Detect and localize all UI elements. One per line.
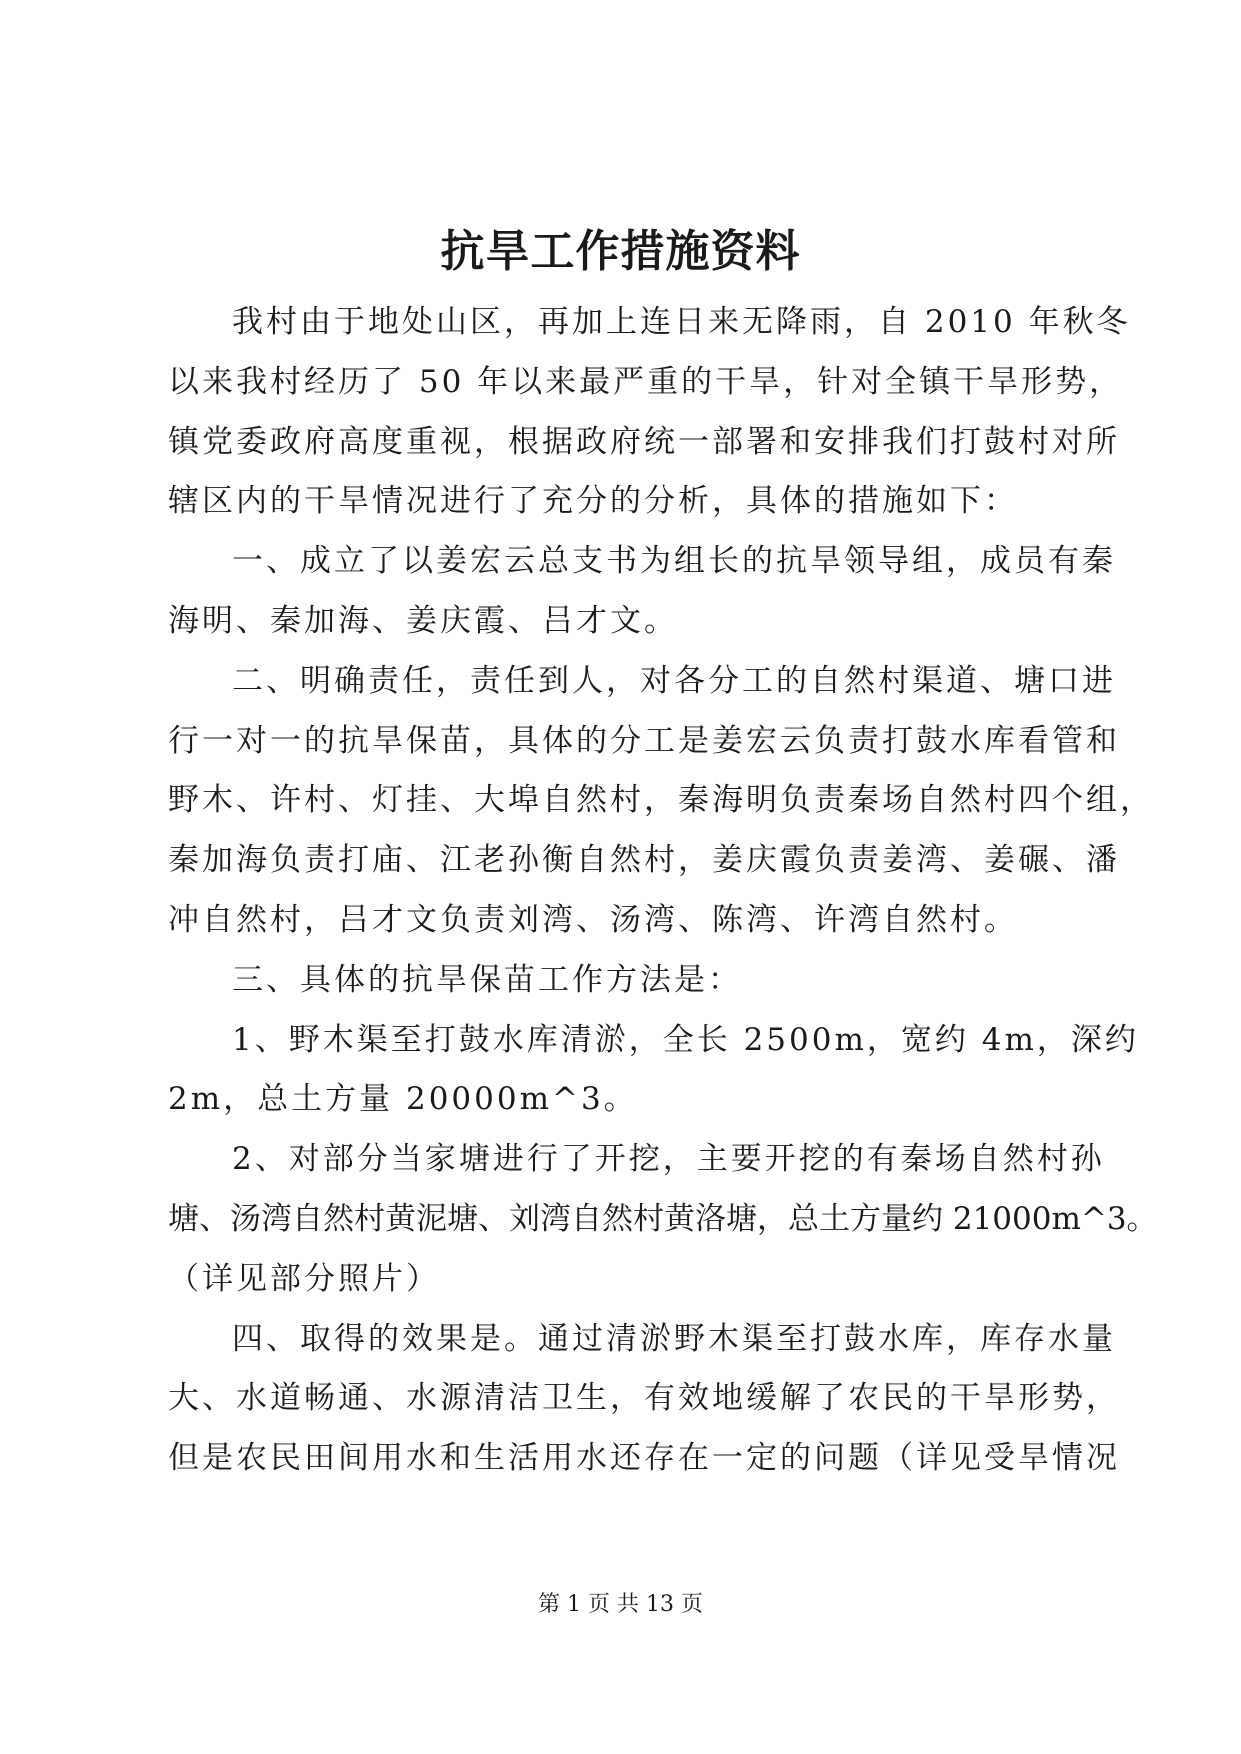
paragraph-line: 四、取得的效果是。通过清淤野木渠至打鼓水库，库存水量 [232, 1320, 1116, 1357]
paragraph-line: 二、明确责任，责任到人，对各分工的自然村渠道、塘口进 [232, 662, 1116, 699]
paragraph-line: 以来我村经历了 50 年以来最严重的干旱，针对全镇干旱形势， [168, 363, 1124, 400]
paragraph-line: 2、对部分当家塘进行了开挖，主要开挖的有秦场自然村孙 [232, 1141, 1105, 1178]
paragraph-line: 塘、汤湾自然村黄泥塘、刘湾自然村黄洛塘，总土方量约 21000m^3。 [168, 1200, 1158, 1237]
paragraph-line: 三、具体的抗旱保苗工作方法是： [232, 961, 742, 998]
paragraph-line: 1、野木渠至打鼓水库清淤，全长 2500m，宽约 4m，深约 [232, 1021, 1139, 1058]
paragraph-line: 一、成立了以姜宏云总支书为组长的抗旱领导组，成员有秦 [232, 543, 1116, 580]
paragraph-line: （详见部分照片） [168, 1260, 440, 1297]
document-title: 抗旱工作措施资料 [440, 226, 801, 277]
paragraph-line: 海明、秦加海、姜庆霞、吕才文。 [168, 602, 678, 639]
paragraph-line: 大、水道畅通、水源清洁卫生，有效地缓解了农民的干旱形势， [168, 1380, 1120, 1417]
paragraph-line: 镇党委政府高度重视，根据政府统一部署和安排我们打鼓村对所 [168, 423, 1120, 460]
paragraph-line: 秦加海负责打庙、江老孙衡自然村，姜庆霞负责姜湾、姜碾、潘 [168, 842, 1120, 879]
paragraph-line: 2m，总土方量 20000m^3。 [168, 1081, 638, 1118]
paragraph-line: 但是农民田间用水和生活用水还存在一定的问题（详见受旱情况 [168, 1440, 1120, 1477]
paragraph-line: 冲自然村，吕才文负责刘湾、汤湾、陈湾、许湾自然村。 [168, 901, 1018, 938]
paragraph-line: 野木、许村、灯挂、大埠自然村，秦海明负责秦场自然村四个组， [168, 782, 1154, 819]
document-body [168, 293, 1158, 1489]
page-footer: 第 1 页 共 13 页 [538, 1592, 703, 1617]
paragraph-line: 我村由于地处山区，再加上连日来无降雨，自 2010 年秋冬 [232, 304, 1131, 340]
paragraph-line: 辖区内的干旱情况进行了充分的分析，具体的措施如下： [168, 483, 1018, 520]
paragraph-line: 行一对一的抗旱保苗，具体的分工是姜宏云负责打鼓水库看管和 [168, 722, 1120, 759]
